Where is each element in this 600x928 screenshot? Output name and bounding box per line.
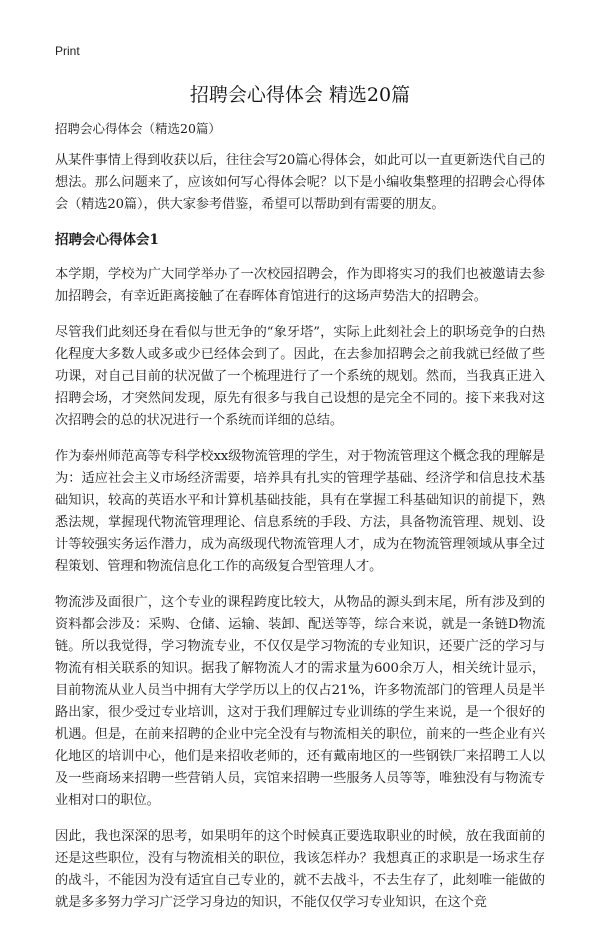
body-paragraph: 本学期，学校为广大同学举办了一次校园招聘会，作为即将实习的我们也被邀请去参加招聘会，有幸近距离接触了在春晖体育馆进行的这场声势浩大的招聘会。 (55, 267, 545, 304)
body-paragraph: 物流涉及面很广，这个专业的课程跨度比较大，从物品的源头到末尾，所有涉及到的资料都会涉及：采购、仓储、运输、装卸、配送等等，综合来说，就是一条链D物流链。所以我觉得，学习物流专业，不仅仅是学习物流的专业知识，还要广泛的学习与物流有相关联系的知识。据我了解物流人才的需求量为600余万人，相关统计显示，目前物流从业人员当中拥有大学学历以上的仅占21%，许多物流部门的管理人员是半路出家，很少受过专业培训，这对于我们理解过专业训练的学生来说，是一个很好的机遇。但是，在前来招聘的企业中完全没有与物流相关的职位，前来的一些企业有兴化地区的培训中心，他们是来招收老师的，还有戴南地区的一些钢铁厂来招聘工人以及一些商场来招聘一些营销人员，宾馆来招聘一些服务人员等等，唯独没有与物流专业相对口的职位。 (55, 595, 545, 808)
body-paragraph: 作为泰州师范高等专科学校xx级物流管理的学生，对于物流管理这个概念我的理解是为：适应社会主义市场经济需要，培养具有扎实的管理学基础、经济学和信息技术基础知识，较高的英语水平和计算机基础技能，具有在掌握工科基础知识的前提下，熟悉法规，掌握现代物流管理理论、信息系统的手段、方法，具备物流管理、规划、设计等较强实务运作潜力，成为高级现代物流管理人才，成为在物流管理领域从事全过程策划、管理和物流信息化工作的高级复合型管理人才。 (55, 449, 545, 574)
print-button[interactable]: Print (55, 44, 80, 58)
article-body (55, 120, 545, 928)
intro-paragraph: 从某件事情上得到收获以后，往往会写20篇心得体会，如此可以一直更新迭代自己的想法。那么问题来了，应该如何写心得体会呢？以下是小编收集整理的招聘会心得体会（精选20篇），供大家参考借鉴，希望可以帮助到有需要的朋友。 (55, 153, 545, 212)
article-subtitle: 招聘会心得体会（精选20篇） (55, 121, 221, 136)
body-paragraph: 因此，我也深深的思考，如果明年的这个时候真正要选取职业的时候，放在我面前的还是这些职位，没有与物流相关的职位，我该怎样办？我想真正的求职是一场求生存的战斗，不能因为没有适宜自己专业的，就不去战斗，不去生存了，此刻唯一能做的就是多多努力学习广泛学习身边的知识，不能仅仅学习专业知识，在这个竞 (55, 829, 545, 910)
section-heading: 招聘会心得体会1 (55, 232, 159, 248)
body-paragraph: 尽管我们此刻还身在看似与世无争的“象牙塔”，实际上此刻社会上的职场竞争的白热化程度大多数人或多或少已经体会到了。因此，在去参加招聘会之前我就已经做了些功课，对自己目前的状况做了一个梳理进行了一个系统的规划。然而，当我真正进入招聘会场，才突然间发现，原先有很多与我自己设想的是完全不同的。接下来我对这次招聘会的总的状况进行一个系统而详细的总结。 (55, 325, 545, 428)
page-title: 招聘会心得体会 精选20篇 (189, 84, 411, 106)
